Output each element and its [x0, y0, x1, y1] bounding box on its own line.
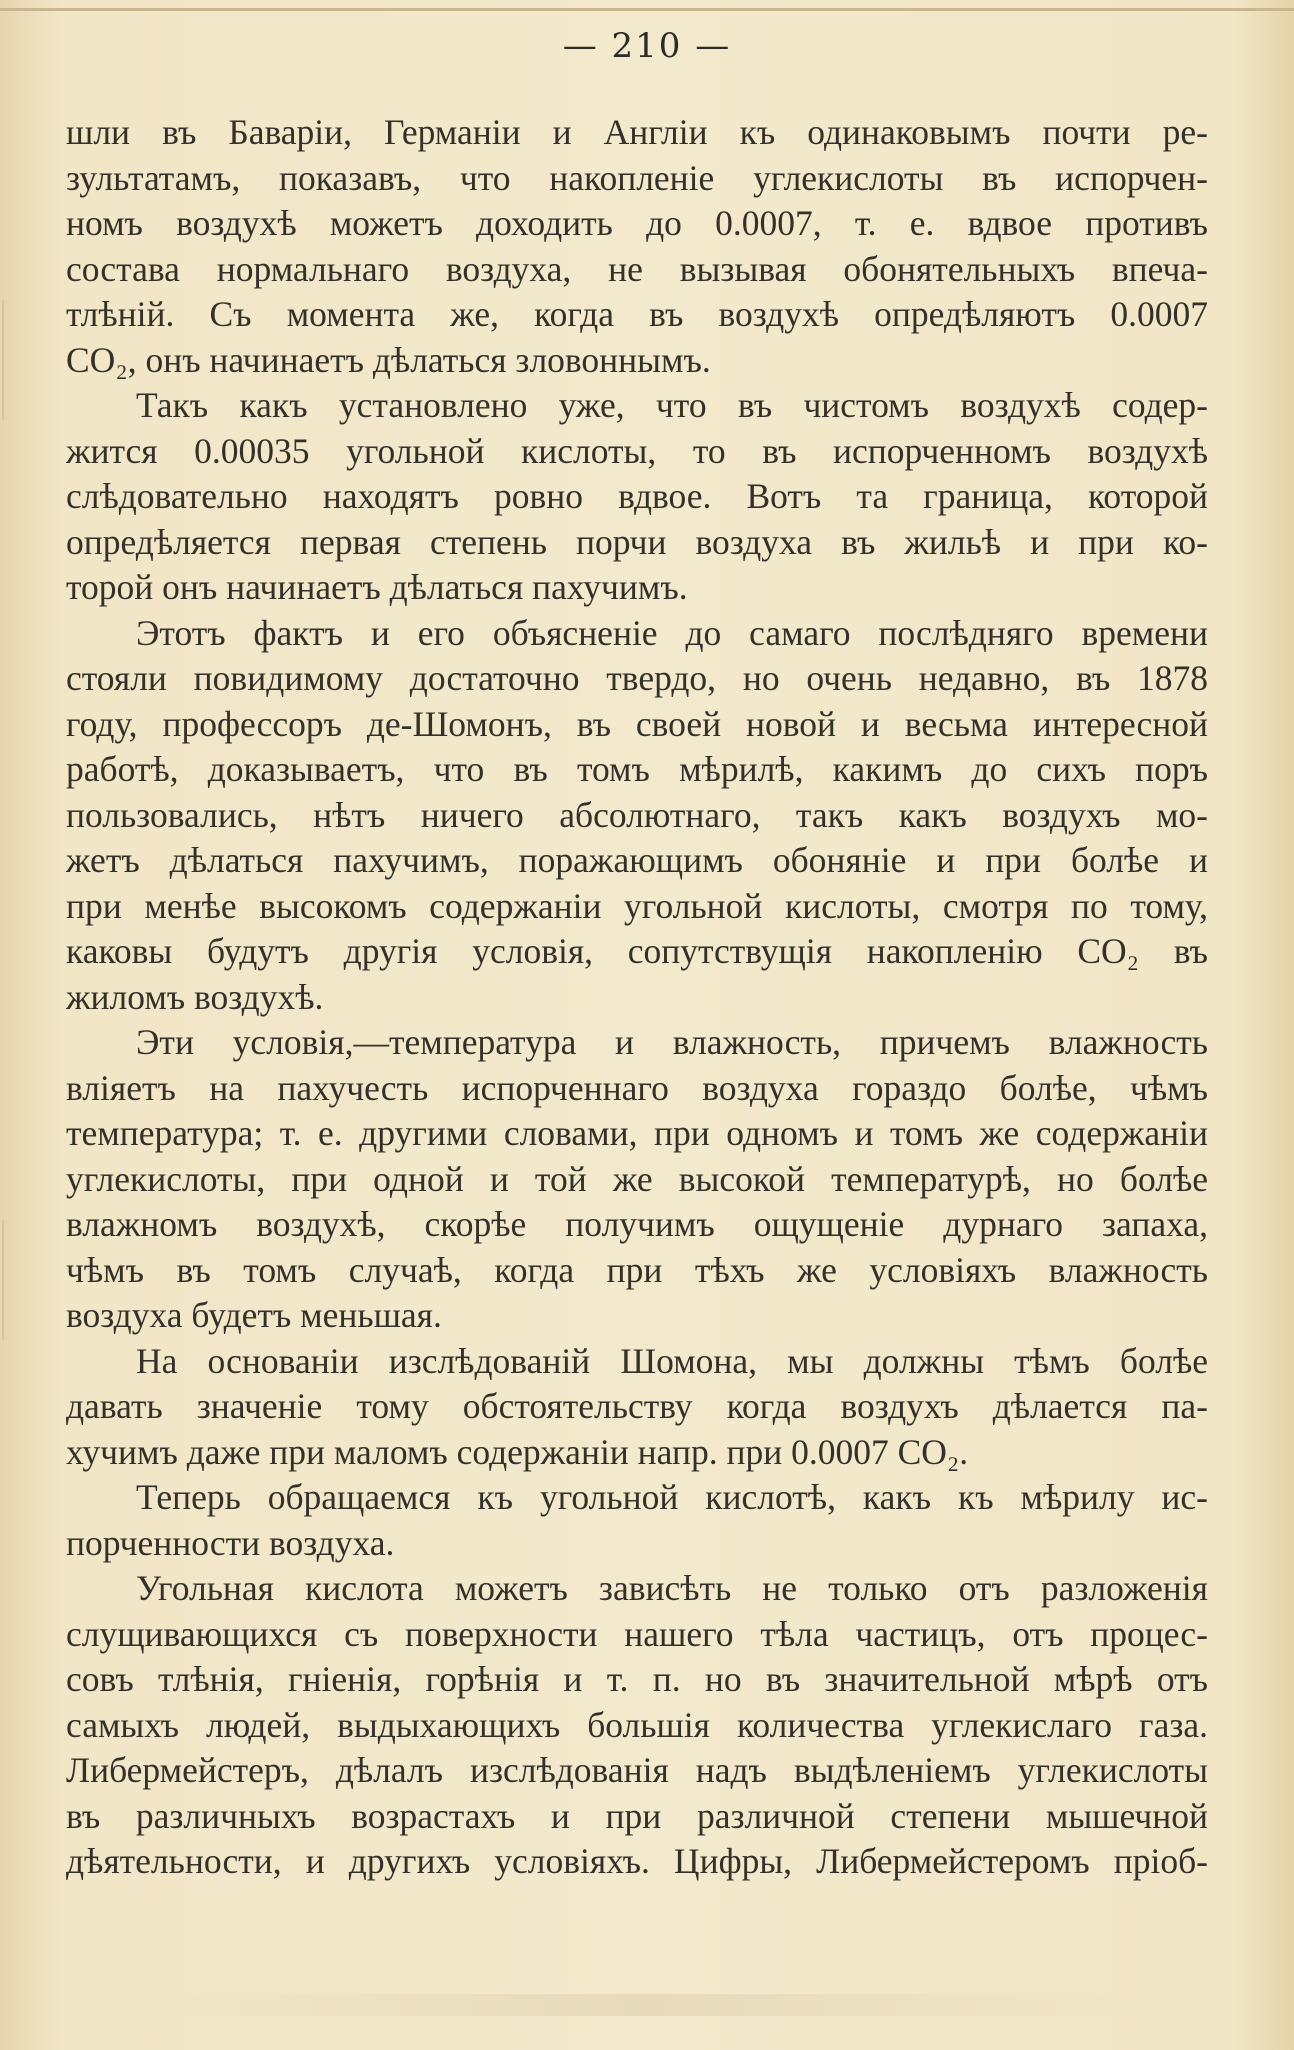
text-line: хучимъ даже при маломъ содержаніи напр. при 0.0007 CO₂. [66, 1431, 969, 1472]
text-line: пользовались, нѣтъ ничего абсолютнаго, такъ какъ воздухъ мо- [66, 794, 1208, 835]
text-line: Угольная кислота можетъ зависѣть не только отъ разложенія [136, 1568, 1208, 1608]
text-line: въ различныхъ возрастахъ и при различной степени мышечной [66, 1795, 1208, 1836]
text-line: шли въ Баваріи, Германіи и Англіи къ одинаковымъ почти ре- [66, 112, 1208, 152]
text-line: углекислоты, при одной и той же высокой температурѣ, но болѣе [66, 1158, 1208, 1199]
text-line: тлѣній. Съ момента же, когда въ воздухѣ опредѣляютъ 0.0007 [66, 294, 1208, 334]
text-line: Теперь обращаемся къ угольной кислотѣ, какъ къ мѣрилу ис- [136, 1477, 1208, 1517]
text-line: самыхъ людей, выдыхающихъ большія количества углекислаго газа. [66, 1704, 1208, 1745]
page-top-edge [0, 8, 1294, 11]
text-line: температура; т. е. другими словами, при одномъ и томъ же содержаніи [66, 1113, 1208, 1153]
text-line: зультатамъ, показавъ, что накопленіе углекислоты въ испорчен- [66, 157, 1208, 198]
page-body-text [66, 110, 1208, 1885]
text-line: Либермейстеръ, дѣлалъ изслѣдованія надъ выдѣленіемъ углекислоты [66, 1750, 1208, 1790]
text-line: жетъ дѣлаться пахучимъ, поражающимъ обоняніе и при болѣе и [66, 840, 1208, 880]
page-number: — 210 — [562, 26, 732, 66]
text-line: порченности воздуха. [66, 1522, 395, 1563]
text-line: Такъ какъ установлено уже, что въ чистомъ воздухѣ содер- [136, 385, 1208, 425]
bleed-through-footer [160, 1994, 1134, 2016]
text-line: влажномъ воздухѣ, скорѣе получимъ ощущеніе дурнаго запаха, [66, 1204, 1208, 1244]
text-line: воздуха будетъ меньшая. [66, 1295, 442, 1335]
text-line: работѣ, доказываетъ, что въ томъ мѣрилѣ, какимъ до сихъ поръ [66, 749, 1208, 789]
text-line: при менѣе высокомъ содержаніи угольной кислоты, смотря по тому, [66, 885, 1208, 926]
text-line: каковы будутъ другія условія, сопутствущія накопленію CO₂ въ [66, 931, 1208, 971]
text-line: дѣятельности, и другихъ условіяхъ. Цифры, Либермейстеромъ пріоб- [66, 1841, 1208, 1881]
text-line: году, профессоръ де-Шомонъ, въ своей новой и весьма интересной [66, 703, 1208, 744]
text-line: слущивающихся съ поверхности нашего тѣла частицъ, отъ процес- [66, 1613, 1208, 1654]
text-line: жится 0.00035 угольной кислоты, то въ испорченномъ воздухѣ [66, 430, 1208, 471]
text-line: вліяетъ на пахучесть испорченнаго воздуха гораздо болѣе, чѣмъ [66, 1067, 1208, 1108]
text-line: чѣмъ въ томъ случаѣ, когда при тѣхъ же условіяхъ влажность [66, 1249, 1208, 1290]
text-line: давать значеніе тому обстоятельству когда воздухъ дѣлается па- [66, 1386, 1208, 1426]
text-line: торой онъ начинаетъ дѣлаться пахучимъ. [66, 567, 688, 607]
text-line: слѣдовательно находятъ ровно вдвое. Вотъ та граница, которой [66, 476, 1208, 516]
text-line: номъ воздухѣ можетъ доходить до 0.0007, т. е. вдвое противъ [66, 203, 1208, 243]
margin-pencil-mark [2, 1220, 44, 1340]
text-line: Эти условія,—температура и влажность, причемъ влажность [136, 1022, 1208, 1062]
text-line: стояли повидимому достаточно твердо, но очень недавно, въ 1878 [66, 658, 1208, 698]
text-line: Этотъ фактъ и его объясненіе до самаго послѣдняго времени [136, 612, 1208, 653]
text-line: опредѣляется первая степень порчи воздуха въ жильѣ и при ко- [66, 521, 1208, 562]
text-line: жиломъ воздухѣ. [66, 976, 324, 1017]
text-line: На основаніи изслѣдованій Шомона, мы должны тѣмъ болѣе [136, 1340, 1208, 1381]
margin-pencil-mark [2, 300, 44, 420]
text-line: состава нормальнаго воздуха, не вызывая обонятельныхъ впеча- [66, 248, 1208, 289]
text-line: CO₂, онъ начинаетъ дѣлаться зловоннымъ. [66, 339, 711, 380]
text-line: совъ тлѣнія, гніенія, горѣнія и т. п. но въ значительной мѣрѣ отъ [66, 1659, 1208, 1699]
